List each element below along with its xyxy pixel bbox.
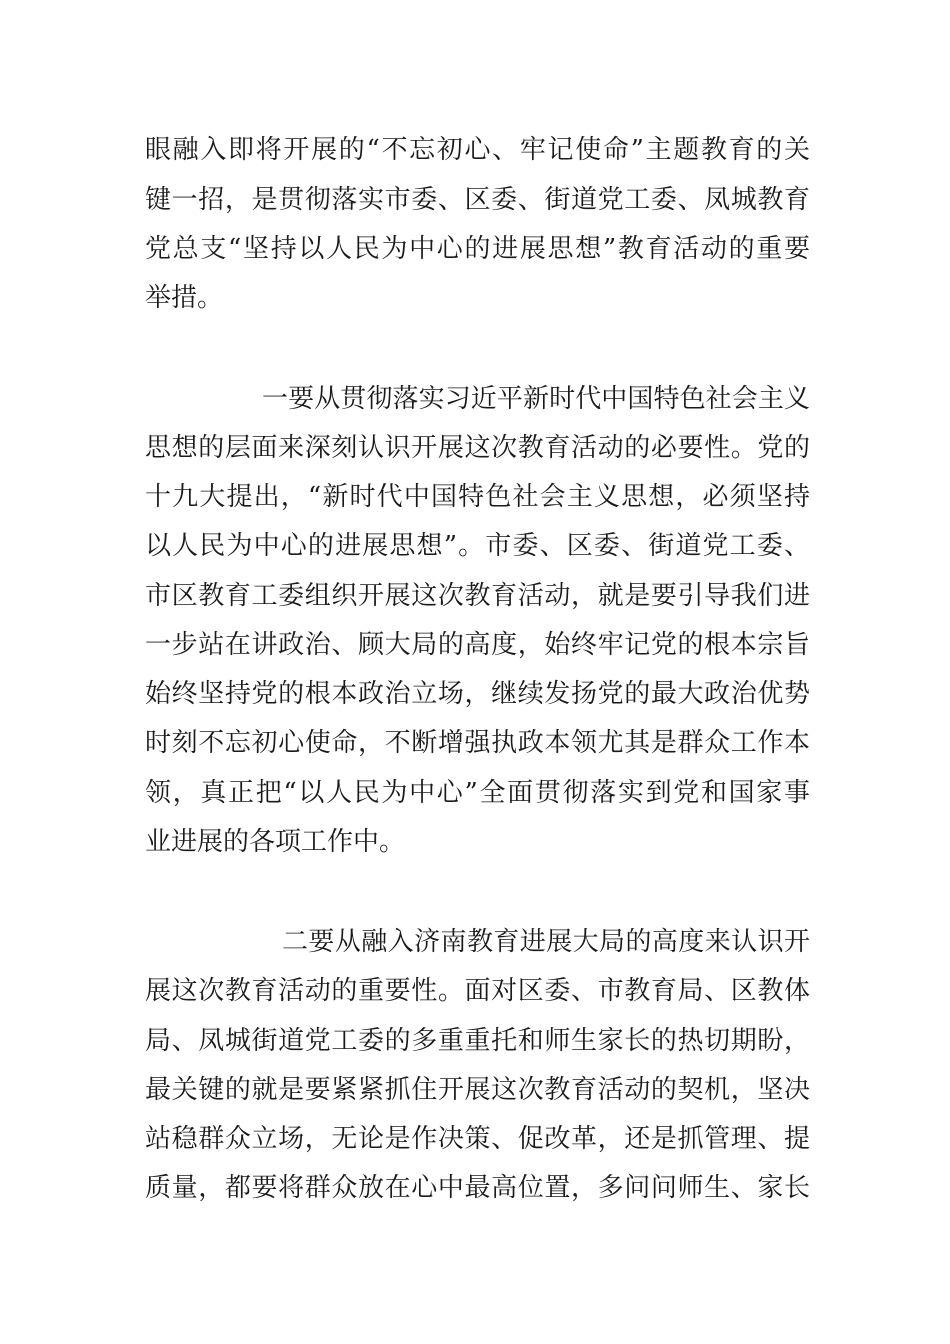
paragraph-2-line-8: 时刻不忘初心使命，不断增强执政本领尤其是群众工作本 [145, 728, 810, 758]
paragraph-2-line-5: 市区教育工委组织开展这次教育活动，就是要引导我们进 [145, 581, 810, 611]
paragraph-2-line-9: 领，真正把“以人民为中心”全面贯彻落实到党和国家事 [145, 778, 810, 808]
paragraph-3-line-2: 展这次教育活动的重要性。面对区委、市教育局、区教体 [145, 976, 810, 1006]
paragraph-1-line-3: 党总支“坚持以人民为中心的进展思想”教育活动的重要 [145, 234, 810, 264]
paragraph-1-line-1: 眼融入即将开展的“不忘初心、牢记使命”主题教育的关 [145, 135, 810, 165]
paragraph-2-line-10: 业进展的各项工作中。 [145, 827, 406, 857]
paragraph-2-line-3: 十九大提出，“新时代中国特色社会主义思想，必须坚持 [145, 482, 810, 512]
paragraph-3-line-5: 站稳群众立场，无论是作决策、促改革，还是抓管理、提 [145, 1124, 810, 1154]
paragraph-2-line-1: 一要从贯彻落实习近平新时代中国特色社会主义 [262, 384, 810, 414]
paragraph-2-line-7: 始终坚持党的根本政治立场，继续发扬党的最大政治优势 [145, 679, 810, 709]
paragraph-1-line-2: 键一招，是贯彻落实市委、区委、街道党工委、凤城教育 [145, 185, 810, 215]
paragraph-2-line-2: 思想的层面来深刻认识开展这次教育活动的必要性。党的 [145, 433, 810, 463]
paragraph-3-line-6: 质量，都要将群众放在心中最高位置，多问问师生、家长 [145, 1173, 810, 1203]
paragraph-3-line-4: 最关键的就是要紧紧抓住开展这次教育活动的契机，坚决 [145, 1075, 810, 1105]
paragraph-1-line-4: 举措。 [145, 283, 224, 313]
paragraph-3-line-3: 局、凤城街道党工委的多重重托和师生家长的热切期盼， [145, 1026, 810, 1056]
paragraph-2-line-4: 以人民为中心的进展思想”。市委、区委、街道党工委、 [145, 531, 810, 561]
paragraph-2-line-6: 一步站在讲政治、顾大局的高度，始终牢记党的根本宗旨 [145, 630, 810, 660]
paragraph-3-line-1: 二要从融入济南教育进展大局的高度来认识开 [282, 927, 810, 957]
